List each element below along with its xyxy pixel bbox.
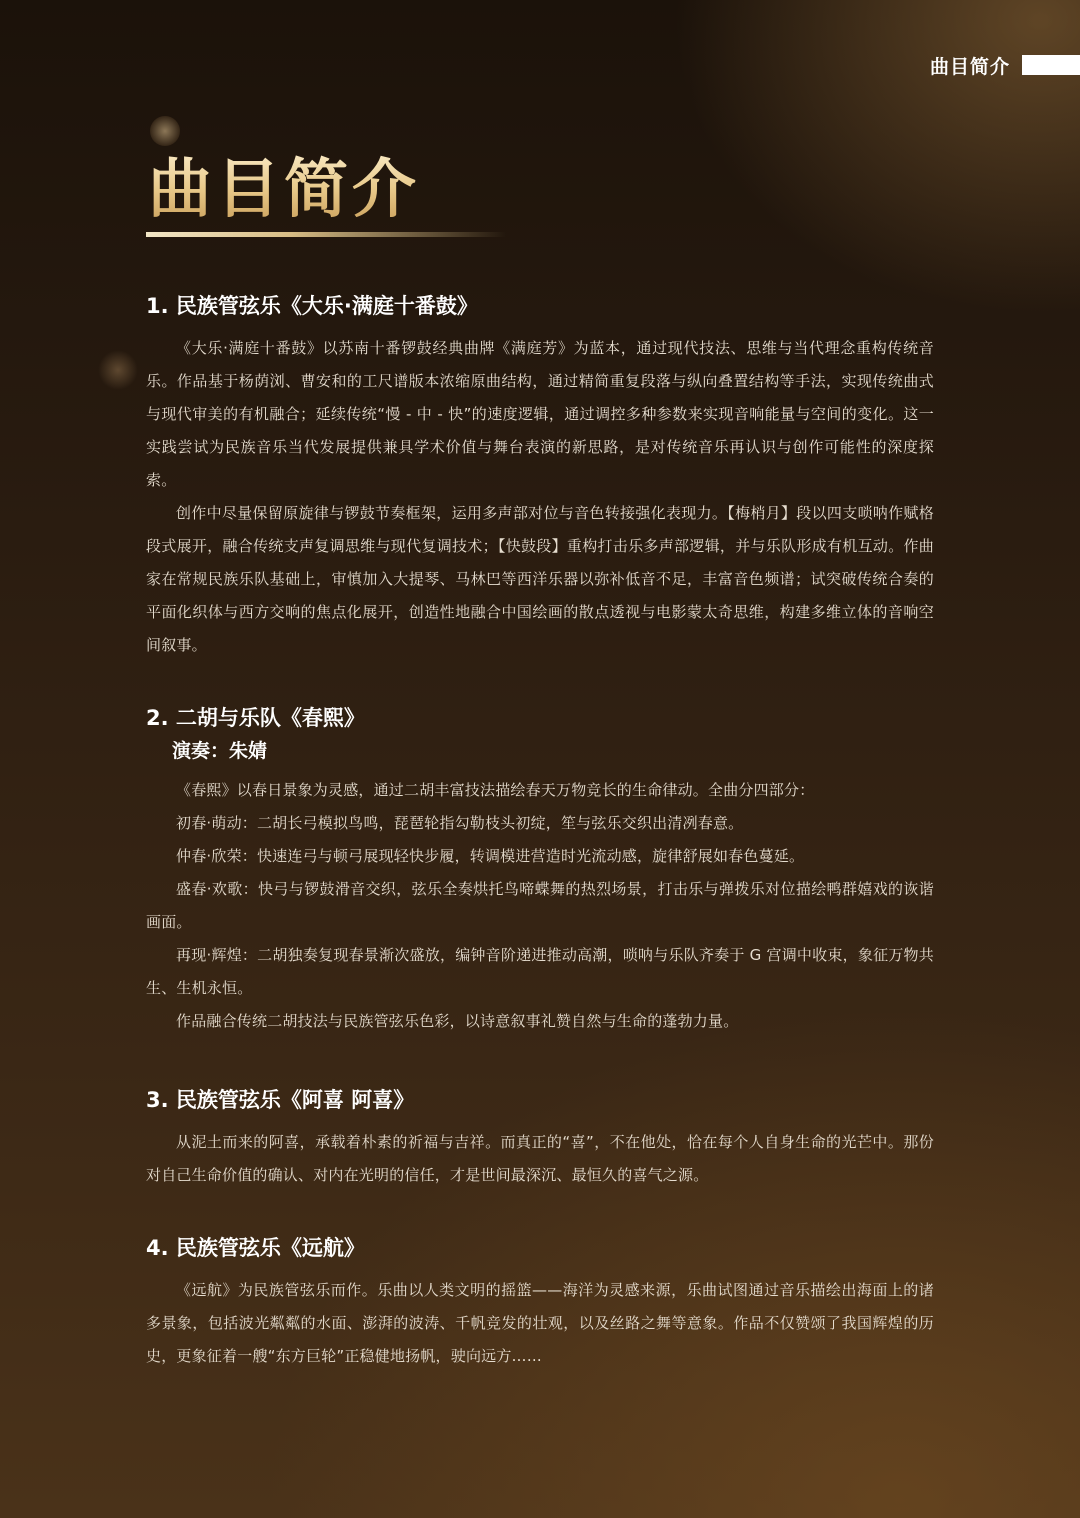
header-section-tag: 曲目简介 — [929, 56, 1010, 78]
program-item-paragraph: 盛春·欢歌：快弓与锣鼓滑音交织，弦乐全奏烘托鸟啼蝶舞的热烈场景，打击乐与弹拨乐对位描绘鸭群嬉戏的诙谐画面。 — [146, 880, 934, 931]
title-underline — [146, 232, 506, 237]
program-item-paragraph: 初春·萌动：二胡长弓模拟鸟鸣，琵琶轮指勾勒枝头初绽，笙与弦乐交织出清冽春意。 — [176, 814, 744, 832]
program-item-title: 1. 民族管弦乐《大乐·满庭十番鼓》 — [146, 294, 478, 318]
program-item-3 — [146, 1084, 934, 1192]
program-item-title: 2. 二胡与乐队《春熙》 — [146, 706, 365, 730]
page-title: 曲目简介 — [148, 138, 420, 230]
program-item-paragraph: 《大乐·满庭十番鼓》以苏南十番锣鼓经典曲牌《满庭芳》为蓝本，通过现代技法、思维与当代理念重构传统音乐。作品基于杨荫浏、曹安和的工尺谱版本浓缩原曲结构，通过精简重复段落与纵向叠置结构等手法，实现传统曲式与现代审美的有机融合；延续传统“慢 - 中 - 快”的速度逻辑，通过调控多种参数来实现音响能量与空间的变化。这一实践尝试为民族音乐当代发展提供兼具学术价值与舞台表演的新思路，是对传统音乐再认识与创作可能性的深度探索。 — [146, 339, 934, 489]
header-accent-bar — [1022, 55, 1080, 75]
program-item-title: 3. 民族管弦乐《阿喜 阿喜》 — [146, 1088, 415, 1112]
decorative-orb — [98, 350, 138, 390]
program-item-paragraph: 再现·辉煌：二胡独奏复现春景渐次盛放，编钟音阶递进推动高潮，唢呐与乐队齐奏于 G 宫调中收束，象征万物共生、生机永恒。 — [146, 946, 934, 997]
program-item-paragraph: 《远航》为民族管弦乐而作。乐曲以人类文明的摇篮——海洋为灵感来源，乐曲试图通过音乐描绘出海面上的诸多景象，包括波光粼粼的水面、澎湃的波涛、千帆竞发的壮观，以及丝路之舞等意象。作品不仅赞颂了我国辉煌的历史，更象征着一艘“东方巨轮”正稳健地扬帆，驶向远方…… — [146, 1281, 934, 1365]
program-item-paragraph: 创作中尽量保留原旋律与锣鼓节奏框架，运用多声部对位与音色转接强化表现力。【梅梢月】段以四支唢呐作赋格段式展开，融合传统支声复调思维与现代复调技术；【快鼓段】重构打击乐多声部逻辑，并与乐队形成有机互动。作曲家在常规民族乐队基础上，审慎加入大提琴、马林巴等西洋乐器以弥补低音不足，丰富音色频谱；试突破传统合奏的平面化织体与西方交响的焦点化展开，创造性地融合中国绘画的散点透视与电影蒙太奇思维，构建多维立体的音响空间叙事。 — [146, 504, 934, 654]
performer-credit: 演奏：朱婧 — [172, 740, 268, 762]
program-item-paragraph: 作品融合传统二胡技法与民族管弦乐色彩，以诗意叙事礼赞自然与生命的蓬勃力量。 — [176, 1012, 739, 1030]
program-item-title: 4. 民族管弦乐《远航》 — [146, 1236, 365, 1260]
program-item-paragraph: 《春熙》以春日景象为灵感，通过二胡丰富技法描绘春天万物竞长的生命律动。全曲分四部分： — [176, 781, 815, 799]
program-item-paragraph: 从泥土而来的阿喜，承载着朴素的祈福与吉祥。而真正的“喜”，不在他处，恰在每个人自身生命的光芒中。那份对自己生命价值的确认、对内在光明的信任，才是世间最深沉、最恒久的喜气之源。 — [146, 1133, 934, 1184]
program-item-4 — [146, 1232, 934, 1373]
program-item-1 — [146, 290, 934, 662]
program-item-paragraph: 仲春·欣荣：快速连弓与顿弓展现轻快步履，转调模进营造时光流动感，旋律舒展如春色蔓延。 — [176, 847, 805, 865]
program-item-2 — [146, 702, 934, 1038]
